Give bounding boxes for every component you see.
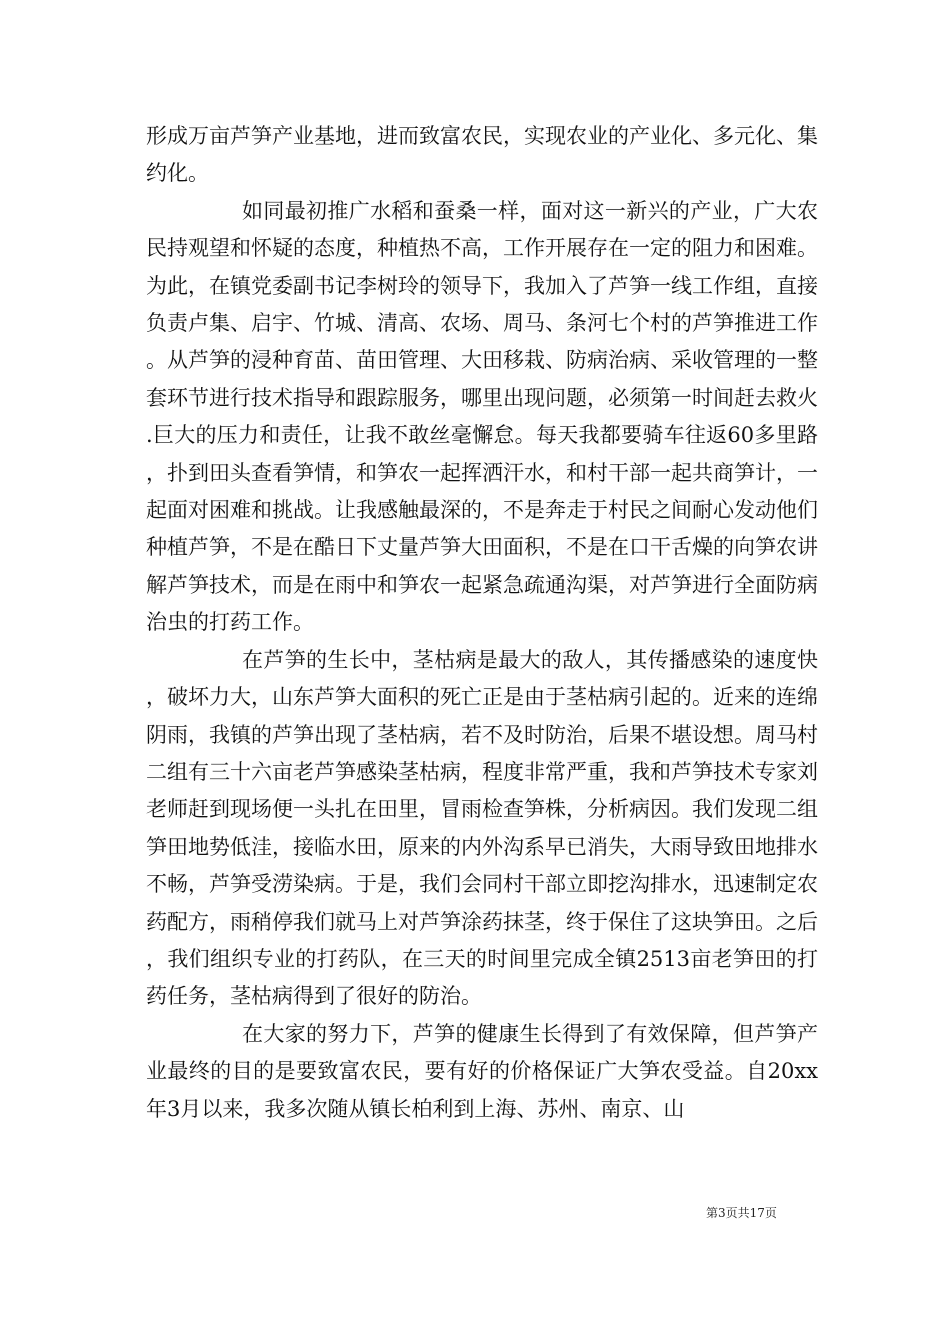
page-number-footer: 第3页共17页 — [706, 1206, 777, 1220]
paragraph-2: 如同最初推广水稻和蚕桑一样，面对这一新兴的产业，广大农民持观望和怀疑的态度，种植热不高，工作开展存在一定的阻力和困难。为此，在镇党委副书记李树玲的领导下，我加入了芦笋一线工作组，直接负责卢集、启宇、竹城、清高、农场、周马、条河七个村的芦笋推进工作。从芦笋的浸种育苗、苗田管理、大田移栽、防病治病、采收管理的一整套环节进行技术指导和跟踪服务，哪里出现问题，必须第一时间赶去救火.巨大的压力和责任，让我不敢丝毫懈怠。每天我都要骑车往返60多里路，扑到田头查看笋情，和笋农一起挥洒汗水，和村干部一起共商笋计，一起面对困难和挑战。让我感触最深的，不是奔走于村民之间耐心发动他们种植芦笋，不是在酷日下丈量芦笋大田面积，不是在口干舌燥的向笋农讲解芦笋技术，而是在雨中和笋农一起紧急疏通沟渠，对芦笋进行全面防病治虫的打药工作。 — [146, 198, 818, 635]
paragraph-1: 形成万亩芦笋产业基地，进而致富农民，实现农业的产业化、多元化、集约化。 — [146, 124, 818, 186]
body-text — [146, 118, 818, 1128]
paragraph-4: 在大家的努力下，芦笋的健康生长得到了有效保障，但芦笋产业最终的目的是要致富农民，要有好的价格保证广大笋农受益。自20xx年3月以来，我多次随从镇长柏利到上海、苏州、南京、山 — [146, 1021, 818, 1121]
paragraph-3: 在芦笋的生长中，茎枯病是最大的敌人，其传播感染的速度快，破坏力大，山东芦笋大面积的死亡正是由于茎枯病引起的。近来的连绵阴雨，我镇的芦笋出现了茎枯病，若不及时防治，后果不堪设想。周马村二组有三十六亩老芦笋感染茎枯病，程度非常严重，我和芦笋技术专家刘老师赶到现场便一头扎在田里，冒雨检查笋株，分析病因。我们发现二组笋田地势低洼，接临水田，原来的内外沟系早已消失，大雨导致田地排水不畅，芦笋受涝染病。于是，我们会同村干部立即挖沟排水，迅速制定农药配方，雨稍停我们就马上对芦笋涂药抹茎，终于保住了这块笋田。之后，我们组织专业的打药队，在三天的时间里完成全镇2513亩老笋田的打药任务，茎枯病得到了很好的防治。 — [146, 647, 818, 1009]
